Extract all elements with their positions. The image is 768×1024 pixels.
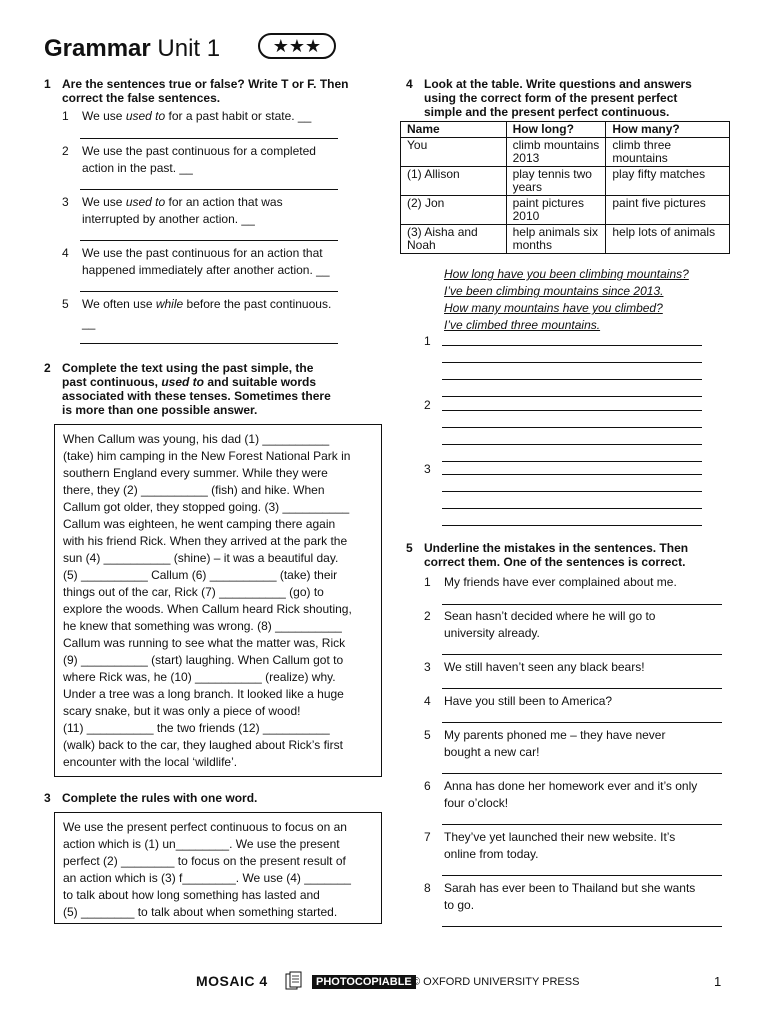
table-header-row: Name How long? How many? [401,122,730,138]
answer-line[interactable] [442,396,702,397]
q2-text-box: When Callum was young, his dad (1) __________ (take) him camping in the New Forest National Park in southern England every summer. While they were there, they (2) __________ (fish) and hike. When Callum got older, they stopped going. (3) __________ Callum was eighteen, he went camping there again with his friend Rick. When they arrived at the park the sun (4) __________ (shine) – it was a beautiful day. (5) __________ Callum (6) __________ (take) their things out of the car, Rick (7) __________ (go) to explore the woods. When Callum heard Rick shouting, he knew that something was wrong. (8) __________ Callum was running to see what the matter was, Rick (9) __________ (start) laughing. When Callum got to where Rick was, he (10) __________ (realize) why. Under a tree was a long branch. It looked like a huge scary snake, but it was only a piece of wood! (11) __________ the two friends (12) __________ (walk) back to the car, they laughed about Rick’s first encounter with the local ‘wildlife’. [54,424,382,777]
q5-item: 2 Sean hasn’t decided where he will go to university already. [424,609,656,640]
answer-line[interactable] [442,722,722,723]
q4-number: 4 [406,77,413,91]
answer-line[interactable] [442,773,722,774]
answer-line[interactable] [442,345,702,346]
answer-line[interactable] [442,508,702,509]
answer-line[interactable] [442,491,702,492]
q4-answer-number: 1 [424,334,431,348]
photocopiable-badge: PHOTOCOPIABLE [312,975,416,989]
q4-answer-number: 2 [424,398,431,412]
answer-line[interactable] [442,525,702,526]
q5-item: 6 Anna has done her homework ever and it’s only four o’clock! [424,779,698,810]
q1-item: 2 We use the past continuous for a completed action in the past. __ [62,144,316,175]
q5-item: 8 Sarah has ever been to Thailand but she wants to go. [424,881,696,912]
q5-item: 5 My parents phoned me – they have never bought a new car! [424,728,666,759]
answer-line[interactable] [442,461,702,462]
page-number: 1 [714,974,722,989]
answer-line[interactable] [80,291,338,292]
q1-item: 5 We often use while before the past continuous. __ [62,297,332,330]
answer-line[interactable] [442,654,722,655]
answer-line[interactable] [442,688,722,689]
answer-line[interactable] [80,343,338,344]
q4-instruction: Look at the table. Write questions and answers using the correct form of the present perfect simple and the present perfect continuous. [424,77,692,119]
answer-line[interactable] [442,474,702,475]
q1-item: 4 We use the past continuous for an action that happened immediately after another action. __ [62,246,330,277]
table-row: You climb mountains 2013 climb three mountains [401,138,730,167]
q4-answer-number: 3 [424,462,431,476]
q5-instruction: Underline the mistakes in the sentences. Then correct them. One of the sentences is correct. [424,541,689,569]
photocopy-icon [285,971,303,991]
answer-line[interactable] [80,240,338,241]
q5-number: 5 [406,541,413,555]
q1-number: 1 [44,77,51,91]
table-row: (3) Aisha and Noah help animals six months help lots of animals [401,225,730,254]
q2-number: 2 [44,361,51,375]
answer-line[interactable] [442,824,722,825]
brand-logo: MOSAIC 4 [196,973,268,989]
answer-line[interactable] [442,410,702,411]
answer-line[interactable] [442,362,702,363]
page-title: Grammar Unit 1 [44,35,221,62]
q1-instruction: Are the sentences true or false? Write T or F. Then correct the false sentences. [62,77,349,105]
q3-number: 3 [44,791,51,805]
difficulty-stars-icon: ★★★ [258,33,336,59]
q3-text-box: We use the present perfect continuous to focus on an action which is (1) un________. We use the present perfect (2) ________ to focus on the present result of an action which is (3) f________. We use (4) _______ to talk about how long something has lasted and (5) ________ to talk about when something started. [54,812,382,924]
answer-line[interactable] [442,444,702,445]
q4-example: I’ve been climbing mountains since 2013. [444,284,664,298]
answer-line[interactable] [442,604,722,605]
q4-example: How many mountains have you climbed? [444,301,663,315]
q4-example: I’ve climbed three mountains. [444,318,601,332]
q3-instruction: Complete the rules with one word. [62,791,258,805]
publisher-credit: © OXFORD UNIVERSITY PRESS [412,976,580,988]
answer-line[interactable] [442,379,702,380]
answer-line[interactable] [442,875,722,876]
q4-table [400,121,730,254]
q2-instruction: Complete the text using the past simple, the past continuous, used to and suitable words associated with these tenses. Sometimes there is more than one possible answer. [62,361,331,417]
answer-line[interactable] [80,189,338,190]
q4-example: How long have you been climbing mountains? [444,267,689,281]
answer-line[interactable] [80,138,338,139]
answer-line[interactable] [442,427,702,428]
table-row: (1) Allison play tennis two years play fifty matches [401,167,730,196]
table-row: (2) Jon paint pictures 2010 paint five pictures [401,196,730,225]
q1-item: 3 We use used to for an action that was interrupted by another action. __ [62,195,283,226]
answer-line[interactable] [442,926,722,927]
q5-item: 7 They’ve yet launched their new website. It’s online from today. [424,830,676,861]
